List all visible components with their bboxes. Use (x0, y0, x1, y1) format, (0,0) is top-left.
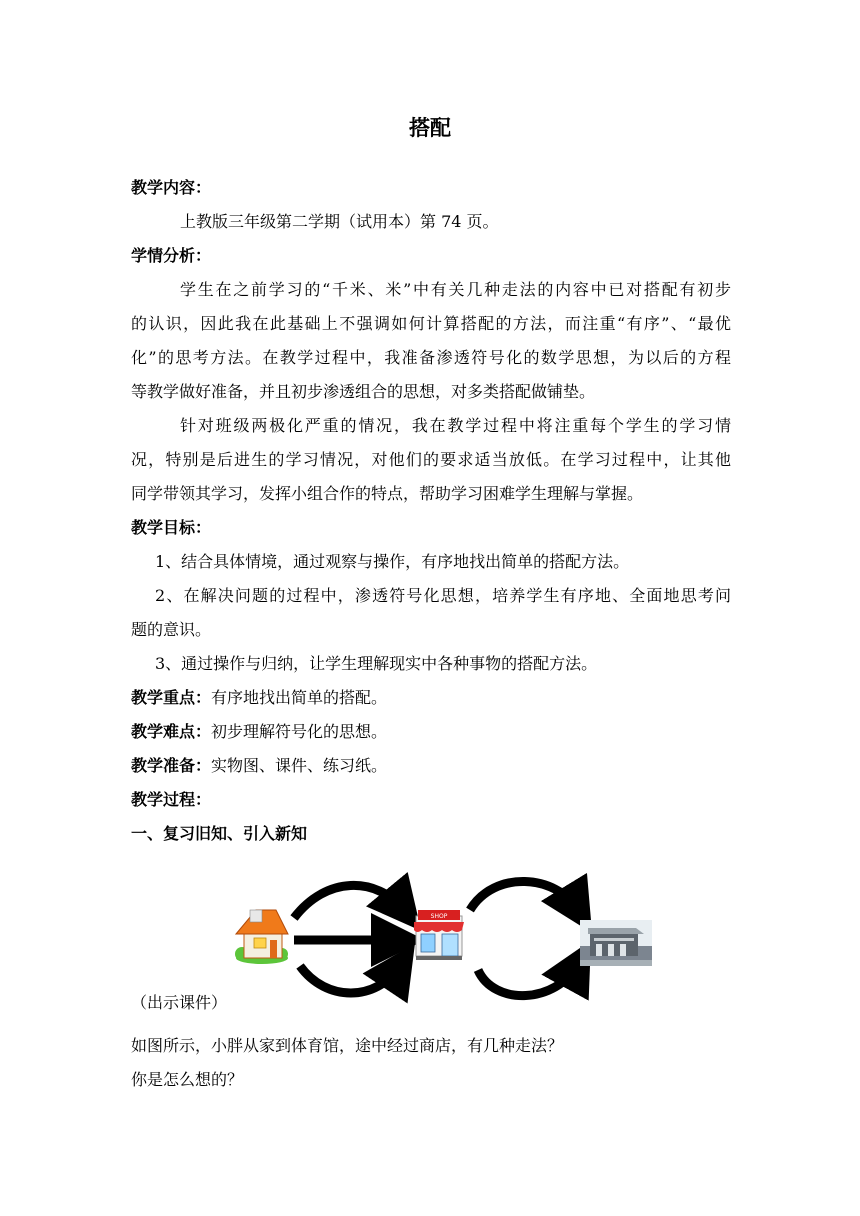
preparation-label: 教学准备： (131, 756, 212, 775)
preparation-line (131, 756, 731, 776)
goal-2-line2: 题的意识。 (131, 620, 212, 639)
courseware-note: （出示课件） (131, 993, 228, 1012)
content-text: 上教版三年级第二学期（试用本）第 74 页。 (180, 212, 499, 231)
difficulty-label: 教学难点： (131, 722, 212, 741)
goal-2-line1: 2、在解决问题的过程中，渗透符号化思想，培养学生有序地、全面地思考问 (155, 586, 731, 605)
section-1-heading: 一、复习旧知、引入新知 (131, 824, 308, 843)
question-1: 如图所示，小胖从家到体育馆，途中经过商店，有几种走法？ (131, 1036, 564, 1055)
analysis-p2-line2: 况，特别是后进生的学习情况，对他们的要求适当放低。在学习过程中，让其他 (131, 450, 731, 469)
route-arrow-top-1 (294, 885, 404, 918)
key-point-text: 有序地找出简单的搭配。 (211, 688, 388, 707)
route-arrow-bottom-1 (300, 966, 400, 993)
route-diagram (226, 870, 656, 1010)
analysis-p1-line3: 化”的思考方法。在教学过程中，我准备渗透符号化的数学思想，为以后的方程 (131, 348, 731, 367)
analysis-p1-line1: 学生在之前学习的“千米、米”中有关几种走法的内容中已对搭配有初步 (180, 280, 731, 299)
preparation-text: 实物图、课件、练习纸。 (211, 756, 388, 775)
goal-1: 1、结合具体情境，通过观察与操作，有序地找出简单的搭配方法。 (155, 552, 630, 571)
analysis-heading: 学情分析： (131, 246, 212, 265)
analysis-p1-line4: 等教学做好准备，并且初步渗透组合的思想，对多类搭配做铺垫。 (131, 382, 596, 401)
key-point-line (131, 688, 731, 708)
process-heading: 教学过程： (131, 790, 212, 809)
analysis-p1-line2: 的认识，因此我在此基础上不强调如何计算搭配的方法，而注重“有序”、“最优 (131, 314, 731, 333)
analysis-p2-line1: 针对班级两极化严重的情况，我在教学过程中将注重每个学生的学习情 (180, 416, 731, 435)
shop-sign-text: SHOP (430, 913, 448, 920)
house-icon (235, 910, 288, 964)
difficulty-text: 初步理解符号化的思想。 (211, 722, 388, 741)
goal-3: 3、通过操作与归纳，让学生理解现实中各种事物的搭配方法。 (155, 654, 598, 673)
route-arrow-bottom-2 (478, 964, 578, 996)
gym-building-icon (580, 920, 652, 966)
question-2: 你是怎么想的？ (131, 1070, 244, 1089)
difficulty-line (131, 722, 731, 742)
content-heading: 教学内容： (131, 178, 212, 197)
route-arrow-top-2 (470, 881, 578, 910)
goals-heading: 教学目标： (131, 518, 212, 537)
document-title: 搭配 (409, 116, 451, 140)
shop-icon (414, 910, 464, 960)
key-point-label: 教学重点： (131, 688, 212, 707)
analysis-p2-line3: 同学带领其学习，发挥小组合作的特点，帮助学习困难学生理解与掌握。 (131, 484, 644, 503)
